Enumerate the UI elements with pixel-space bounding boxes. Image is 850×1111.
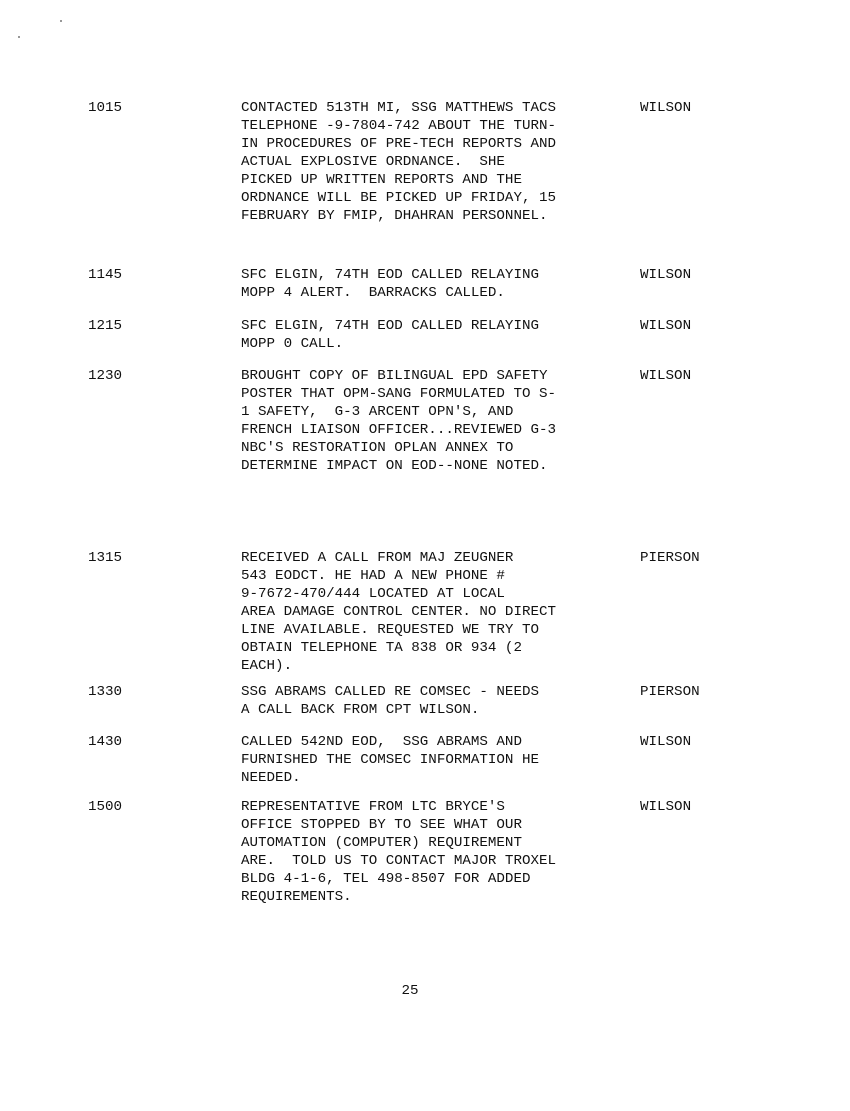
entry-line: REQUIREMENTS. [241,889,352,905]
entry-line: ARE. TOLD US TO CONTACT MAJOR TROXEL [241,853,557,869]
entry-time: 1500 [88,799,123,815]
entry-line: 543 EODCT. HE HAD A NEW PHONE # [241,568,505,584]
entry-text [241,317,626,353]
entry-line: FRENCH LIAISON OFFICER...REVIEWED G-3 [241,422,557,438]
entry-line: AREA DAMAGE CONTROL CENTER. NO DIRECT [241,604,557,620]
entry-line: LINE AVAILABLE. REQUESTED WE TRY TO [241,622,539,638]
entry-officer: WILSON [640,368,692,384]
entry-line: DETERMINE IMPACT ON EOD--NONE NOTED. [241,458,548,474]
entry-time: 1330 [88,684,123,700]
entry-line: POSTER THAT OPM-SANG FORMULATED TO S- [241,386,557,402]
entry-officer: WILSON [640,734,692,750]
entry-text [241,683,626,719]
entry-time: 1230 [88,368,123,384]
entry-line: BROUGHT COPY OF BILINGUAL EPD SAFETY [241,368,548,384]
entry-line: MOPP 0 CALL. [241,336,344,352]
entry-line: EACH). [241,658,293,674]
page-number: 25 [401,983,419,999]
entry-line: NEEDED. [241,770,301,786]
entry-line: A CALL BACK FROM CPT WILSON. [241,702,480,718]
entry-time: 1015 [88,100,123,116]
entry-time: 1145 [88,267,123,283]
scan-speck [60,20,62,22]
entry-text [241,99,626,225]
entry-line: SSG ABRAMS CALLED RE COMSEC - NEEDS [241,684,539,700]
entry-line: RECEIVED A CALL FROM MAJ ZEUGNER [241,550,514,566]
entry-officer: PIERSON [640,550,700,566]
entry-time: 1215 [88,318,123,334]
entry-line: FEBRUARY BY FMIP, DHAHRAN PERSONNEL. [241,208,548,224]
entry-text [241,367,626,475]
entry-line: 1 SAFETY, G-3 ARCENT OPN'S, AND [241,404,514,420]
entry-line: AUTOMATION (COMPUTER) REQUIREMENT [241,835,522,851]
entry-line: ACTUAL EXPLOSIVE ORDNANCE. SHE [241,154,505,170]
entry-officer: PIERSON [640,684,700,700]
entry-officer: WILSON [640,267,692,283]
entry-line: IN PROCEDURES OF PRE-TECH REPORTS AND [241,136,557,152]
entry-line: NBC'S RESTORATION OPLAN ANNEX TO [241,440,514,456]
entry-line: ORDNANCE WILL BE PICKED UP FRIDAY, 15 [241,190,557,206]
entry-line: REPRESENTATIVE FROM LTC BRYCE'S [241,799,505,815]
entry-line: TELEPHONE -9-7804-742 ABOUT THE TURN- [241,118,557,134]
entry-officer: WILSON [640,100,692,116]
entry-time: 1430 [88,734,123,750]
entry-officer: WILSON [640,318,692,334]
entry-line: OBTAIN TELEPHONE TA 838 OR 934 (2 [241,640,522,656]
scan-speck [18,36,20,38]
entry-officer: WILSON [640,799,692,815]
entry-line: BLDG 4-1-6, TEL 498-8507 FOR ADDED [241,871,531,887]
entry-line: FURNISHED THE COMSEC INFORMATION HE [241,752,539,768]
entry-text [241,266,626,302]
entry-line: CALLED 542ND EOD, SSG ABRAMS AND [241,734,522,750]
entry-line: SFC ELGIN, 74TH EOD CALLED RELAYING [241,267,539,283]
entry-line: SFC ELGIN, 74TH EOD CALLED RELAYING [241,318,539,334]
entry-line: MOPP 4 ALERT. BARRACKS CALLED. [241,285,505,301]
entry-line: 9-7672-470/444 LOCATED AT LOCAL [241,586,505,602]
entry-line: OFFICE STOPPED BY TO SEE WHAT OUR [241,817,522,833]
entry-line: CONTACTED 513TH MI, SSG MATTHEWS TACS [241,100,557,116]
entry-text [241,798,626,906]
entry-line: PICKED UP WRITTEN REPORTS AND THE [241,172,522,188]
entry-text [241,549,626,675]
entry-time: 1315 [88,550,123,566]
entry-text [241,733,626,787]
